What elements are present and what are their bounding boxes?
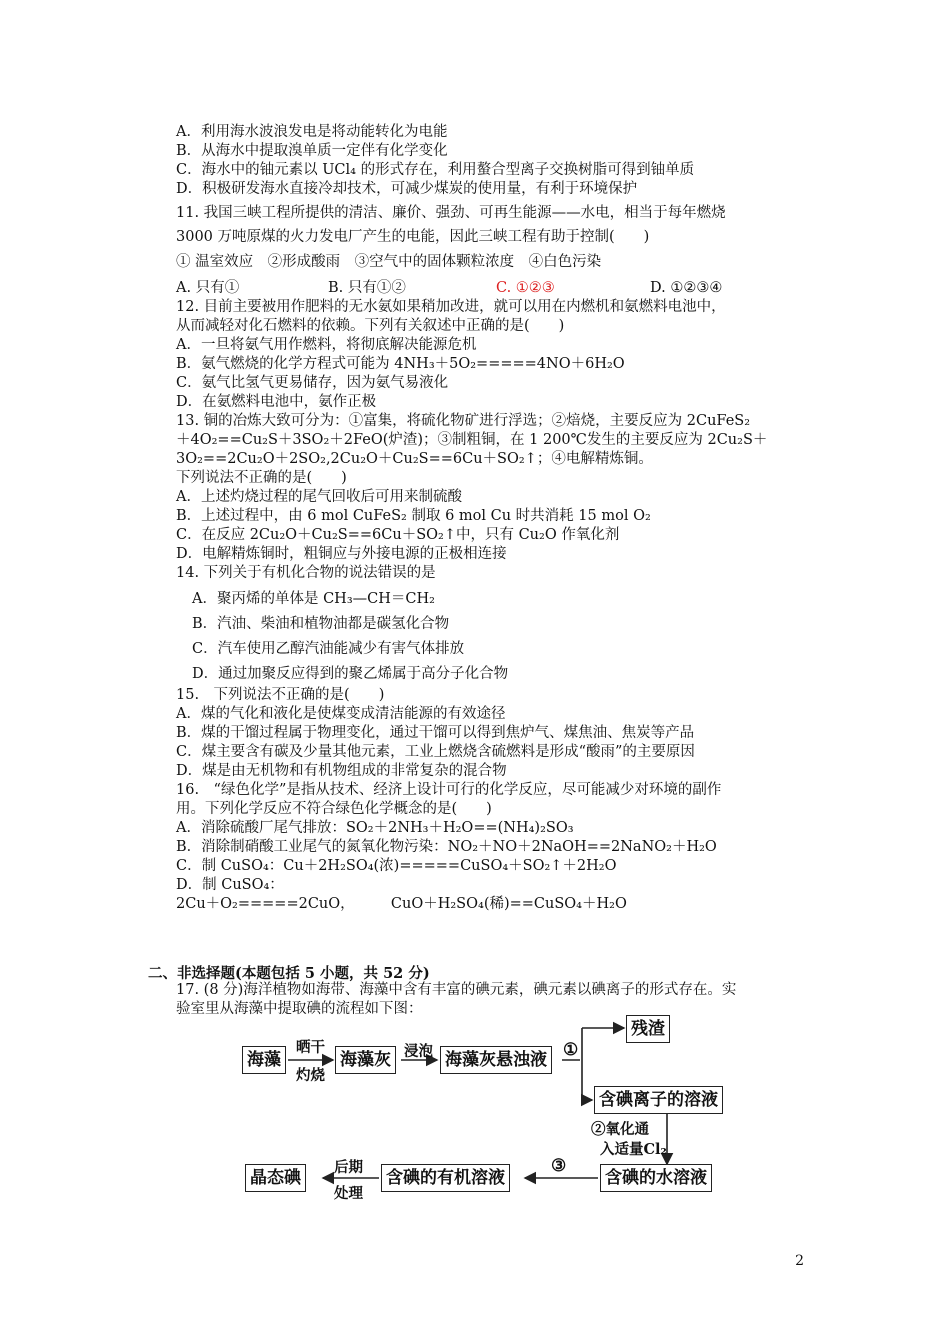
section-heading: 二、非选择题(本题包括 5 小题，共 52 分) bbox=[148, 965, 430, 982]
q12-stem-2: 从而减轻对化石燃料的依赖。下列有关叙述中正确的是( ) bbox=[176, 318, 565, 334]
q15-option-d: D．煤是由无机物和有机物组成的非常复杂的混合物 bbox=[176, 763, 507, 779]
q12-stem-1: 12. 目前主要被用作肥料的无水氨如果稍加改进，就可以用在内燃机和氨燃料电池中， bbox=[176, 299, 726, 315]
q12-option-c: C．氨气比氢气更易储存，因为氨气易液化 bbox=[176, 375, 449, 391]
q11-items: ① 温室效应 ②形成酸雨 ③空气中的固体颗粒浓度 ④白色污染 bbox=[176, 254, 602, 270]
q15-option-c: C．煤主要含有碳及少量其他元素，工业上燃烧含硫燃料是形成“酸雨”的主要原因 bbox=[176, 744, 695, 760]
flow-box-shuirongye: 含碘的水溶液 bbox=[600, 1164, 712, 1192]
q16-stem-1: 16. “绿色化学”是指从技术、经济上设计可行的化学反应，尽可能减少对环境的副作 bbox=[176, 782, 722, 798]
q12-option-b: B．氨气燃烧的化学方程式可能为 4NH₃＋5O₂=====4NO＋6H₂O bbox=[176, 356, 625, 372]
q16-option-a: A．消除硫酸厂尾气排放：SO₂＋2NH₃＋H₂O==(NH₄)₂SO₃ bbox=[176, 820, 574, 836]
q13-option-a: A．上述灼烧过程的尾气回收后可用来制硫酸 bbox=[176, 489, 462, 505]
q14-option-a: A．聚丙烯的单体是 CH₃—CH＝CH₂ bbox=[192, 591, 435, 607]
q15-option-b: B．煤的干馏过程属于物理变化，通过干馏可以得到焦炉气、煤焦油、焦炭等产品 bbox=[176, 725, 695, 741]
q12-option-d: D．在氨燃料电池中，氨作正极 bbox=[176, 394, 377, 410]
q10-option-c: C．海水中的铀元素以 UCl₄ 的形式存在，利用螯合型离子交换树脂可得到铀单质 bbox=[176, 162, 695, 178]
q10-option-b: B．从海水中提取溴单质一定伴有化学变化 bbox=[176, 143, 448, 159]
q13-stem-3: 3O₂==2Cu₂O＋2SO₂,2Cu₂O＋Cu₂S==6Cu＋SO₂↑；④电解精炼铜。 bbox=[176, 451, 653, 467]
q17-stem-1: 17. (8 分)海洋植物如海带、海藻中含有丰富的碘元素，碘元素以碘离子的形式存在。实 bbox=[176, 982, 737, 998]
q11-stem-2: 3000 万吨原煤的火力发电厂产生的电能，因此三峡工程有助于控制( ) bbox=[176, 229, 650, 245]
q16-option-d: D．制 CuSO₄： bbox=[176, 877, 284, 893]
flow-label-chuli: 处理 bbox=[334, 1185, 363, 1202]
q13-stem-1: 13. 铜的冶炼大致可分为：①富集，将硫化物矿进行浮选；②焙烧，主要反应为 2CuFeS₂ bbox=[176, 413, 751, 429]
flow-box-canzha: 残渣 bbox=[626, 1015, 670, 1043]
q11-option-c: C. ①②③ bbox=[496, 280, 555, 296]
flow-label-zhuoshao: 灼烧 bbox=[296, 1067, 325, 1084]
q13-option-b: B．上述过程中，由 6 mol CuFeS₂ 制取 6 mol Cu 时共消耗 15 mol O₂ bbox=[176, 508, 651, 524]
q10-option-d: D．积极研发海水直接冷却技术，可减少煤炭的使用量，有利于环境保护 bbox=[176, 181, 638, 197]
q14-option-d: D．通过加聚反应得到的聚乙烯属于高分子化合物 bbox=[192, 666, 509, 682]
flow-label-step1: ① bbox=[563, 1040, 579, 1060]
q13-option-d: D．电解精炼铜时，粗铜应与外接电源的正极相连接 bbox=[176, 546, 507, 562]
q12-option-a: A．一旦将氨气用作燃料，将彻底解决能源危机 bbox=[176, 337, 477, 353]
flow-box-youji: 含碘的有机溶液 bbox=[381, 1164, 510, 1192]
q14-stem: 14. 下列关于有机化合物的说法错误的是 bbox=[176, 565, 436, 581]
flow-box-haizao: 海藻 bbox=[242, 1046, 286, 1074]
q14-option-b: B．汽油、柴油和植物油都是碳氢化合物 bbox=[192, 616, 450, 632]
flow-label-shaigan: 晒干 bbox=[296, 1039, 325, 1056]
flow-label-step2a: ②氧化通 bbox=[591, 1121, 649, 1138]
q16-option-d-equations: 2Cu＋O₂=====2CuO， CuO＋H₂SO₄(稀)==CuSO₄＋H₂O bbox=[176, 896, 627, 912]
flow-box-jingtaidian: 晶态碘 bbox=[245, 1164, 306, 1192]
flow-box-xuanzhuoye: 海藻灰悬浊液 bbox=[440, 1046, 552, 1074]
q13-stem-2: ＋4O₂==Cu₂S＋3SO₂＋2FeO(炉渣)；③制粗铜，在 1 200℃发生的主要反应为 2Cu₂S＋ bbox=[176, 432, 768, 448]
flow-label-step2b: 入适量Cl₂ bbox=[600, 1141, 667, 1158]
q15-stem: 15. 下列说法不正确的是( ) bbox=[176, 687, 385, 703]
q14-option-c: C．汽车使用乙醇汽油能减少有害气体排放 bbox=[192, 641, 465, 657]
q15-option-a: A．煤的气化和液化是使煤变成清洁能源的有效途径 bbox=[176, 706, 506, 722]
page-number: 2 bbox=[795, 1253, 804, 1269]
q11-stem-1: 11. 我国三峡工程所提供的清洁、廉价、强劲、可再生能源——水电，相当于每年燃烧 bbox=[176, 205, 726, 221]
q16-option-b: B．消除制硝酸工业尾气的氮氧化物污染：NO₂＋NO＋2NaOH==2NaNO₂＋H₂O bbox=[176, 839, 717, 855]
q13-stem-4: 下列说法不正确的是( ) bbox=[176, 470, 347, 486]
q16-option-c: C．制 CuSO₄：Cu＋2H₂SO₄(浓)=====CuSO₄＋SO₂↑＋2H₂O bbox=[176, 858, 617, 874]
q16-stem-2: 用。下列化学反应不符合绿色化学概念的是( ) bbox=[176, 801, 492, 817]
flow-label-step3: ③ bbox=[551, 1156, 567, 1176]
q11-option-a: A. 只有① bbox=[176, 280, 240, 296]
q17-stem-2: 验室里从海藻中提取碘的流程如下图： bbox=[176, 1001, 423, 1017]
q11-option-d: D. ①②③④ bbox=[650, 280, 723, 296]
q11-option-b: B. 只有①② bbox=[328, 280, 406, 296]
flow-box-haizaohui: 海藻灰 bbox=[335, 1046, 396, 1074]
q10-option-a: A．利用海水波浪发电是将动能转化为电能 bbox=[176, 124, 448, 140]
flow-label-houqi: 后期 bbox=[334, 1159, 363, 1176]
flow-box-lizi: 含碘离子的溶液 bbox=[594, 1086, 723, 1114]
flow-label-jinpao: 浸泡 bbox=[404, 1043, 433, 1060]
q13-option-c: C．在反应 2Cu₂O＋Cu₂S==6Cu＋SO₂↑中，只有 Cu₂O 作氧化剂 bbox=[176, 527, 620, 543]
